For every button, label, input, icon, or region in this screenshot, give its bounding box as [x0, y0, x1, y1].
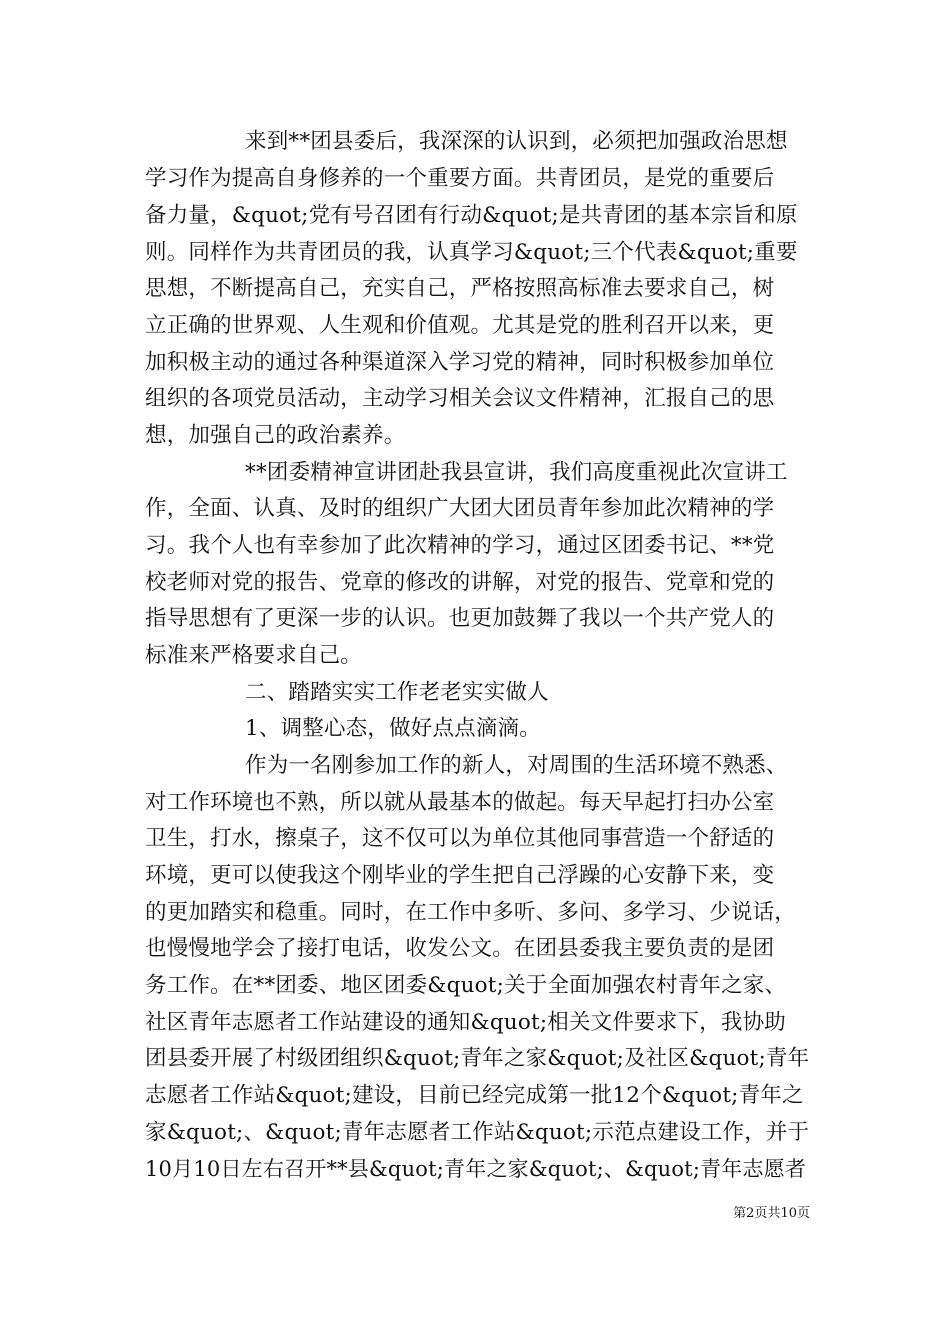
paragraph-line: 务工作。在**团委、地区团委&quot;关于全面加强农村青年之家、 [145, 973, 787, 998]
paragraph-line: 加积极主动的通过各种渠道深入学习党的精神，同时积极参加单位 [145, 350, 775, 375]
paragraph-line: 组织的各项党员活动，主动学习相关会议文件精神，汇报自己的思 [145, 386, 775, 411]
paragraph-line: 来到**团县委后，我深深的认识到，必须把加强政治思想 [245, 129, 788, 154]
paragraph-line: 环境，更可以使我这个刚毕业的学生把自己浮躁的心安静下来，变 [145, 863, 775, 888]
paragraph-line: 立正确的世界观、人生观和价值观。尤其是党的胜利召开以来，更 [145, 313, 775, 338]
paragraph-line: 也慢慢地学会了接打电话，收发公文。在团县委我主要负责的是团 [145, 936, 775, 961]
paragraph-line: 的更加踏实和稳重。同时，在工作中多听、多问、多学习、少说话， [145, 900, 797, 925]
paragraph-line: 则。同样作为共青团员的我，认真学习&quot;三个代表&quot;重要 [145, 240, 798, 265]
subsection-heading: 1、调整心态，做好点点滴滴。 [245, 716, 541, 741]
paragraph-line: 志愿者工作站&quot;建设，目前已经完成第一批12个&quot;青年之 [145, 1083, 804, 1108]
paragraph-line: 标准来严格要求自己。 [145, 643, 363, 668]
section-heading: 二、踏踏实实工作老老实实做人 [245, 680, 549, 705]
paragraph-line: 社区青年志愿者工作站建设的通知&quot;相关文件要求下，我协助 [145, 1010, 786, 1035]
paragraph-line: 指导思想有了更深一步的认识。也更加鼓舞了我以一个共产党人的 [145, 606, 775, 631]
paragraph-line: 习。我个人也有幸参加了此次精神的学习，通过区团委书记、**党 [145, 533, 775, 558]
paragraph-line: 作为一名刚参加工作的新人，对周围的生活环境不熟悉、 [245, 753, 788, 778]
page-number: 第2页共10页 [733, 1206, 810, 1221]
paragraph-line: 家&quot;、&quot;青年志愿者工作站&quot;示范点建设工作，并于 [145, 1120, 810, 1145]
paragraph-line: 对工作环境也不熟，所以就从最基本的做起。每天早起打扫办公室 [145, 790, 775, 815]
paragraph-line: 团县委开展了村级团组织&quot;青年之家&quot;及社区&quot;青年 [145, 1046, 810, 1071]
paragraph-line: 作，全面、认真、及时的组织广大团大团员青年参加此次精神的学 [145, 496, 775, 521]
paragraph-line: 学习作为提高自身修养的一个重要方面。共青团员，是党的重要后 [145, 166, 775, 191]
paragraph-line: **团委精神宣讲团赴我县宣讲，我们高度重视此次宣讲工 [245, 460, 788, 485]
paragraph-line: 想，加强自己的政治素养。 [145, 423, 406, 448]
paragraph-line: 备力量，&quot;党有号召团有行动&quot;是共青团的基本宗旨和原 [145, 203, 798, 228]
paragraph-line: 10月10日左右召开**县&quot;青年之家&quot;、&quot;青年志愿者 [145, 1157, 807, 1181]
paragraph-line: 卫生，打水，擦桌子，这不仅可以为单位其他同事营造一个舒适的 [145, 826, 775, 851]
paragraph-line: 校老师对党的报告、党章的修改的讲解，对党的报告、党章和党的 [145, 570, 775, 595]
paragraph-line: 思想，不断提高自己，充实自己，严格按照高标准去要求自己，树 [145, 276, 775, 301]
